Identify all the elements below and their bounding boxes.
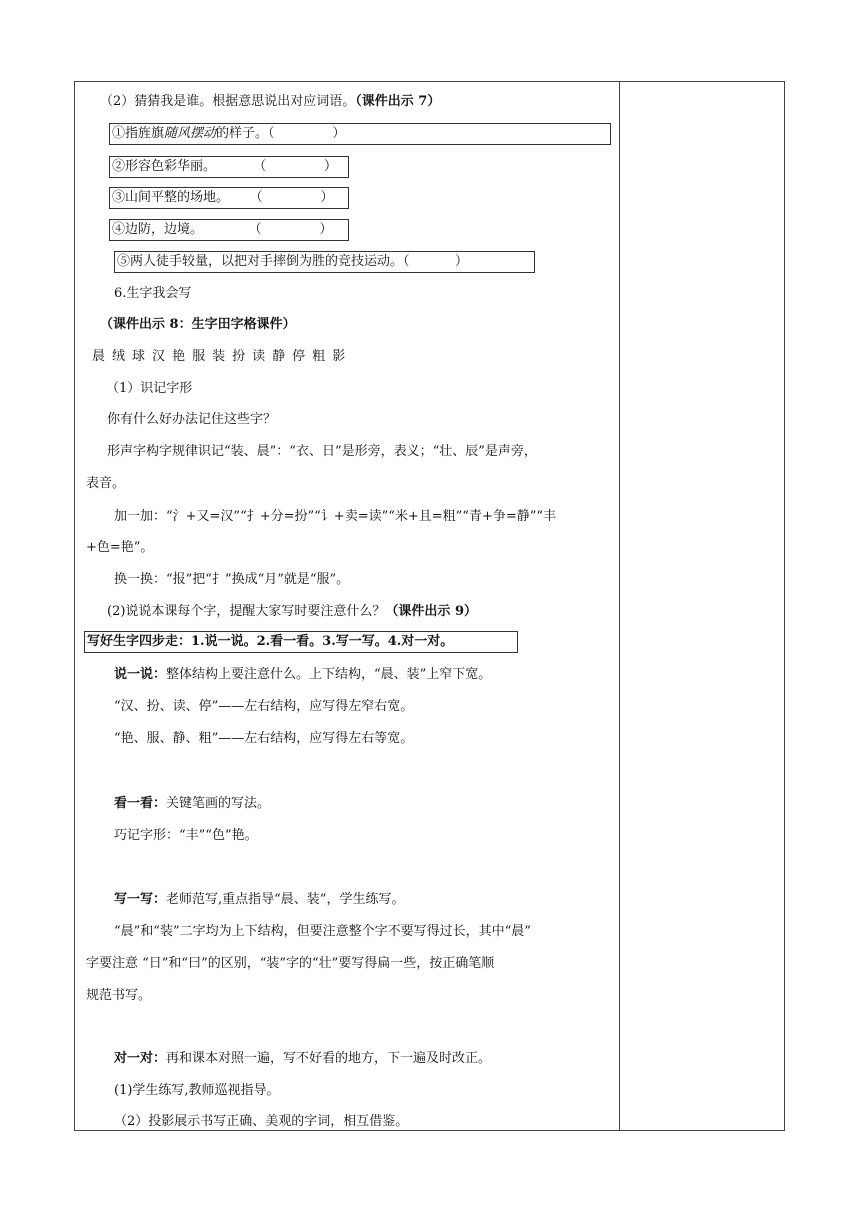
part-1-paragraph-b2: +色=艳”。 bbox=[86, 540, 154, 555]
say-step-b: “艳、服、静、粗”——左右结构，应写得左右等宽。 bbox=[114, 731, 414, 746]
box-4: ④边防，边境。 （ ） bbox=[109, 219, 349, 241]
char: 读 bbox=[252, 349, 266, 364]
char: 汉 bbox=[152, 349, 166, 364]
write-step-a2: 字要注意 “日”和“曰”的区别，“装”字的“壮”要写得扁一些，按正确笔顺 bbox=[86, 956, 495, 971]
box-5: ⑤两人徒手较量，以把对手摔倒为胜的竞技运动。（ ） bbox=[114, 251, 535, 273]
part-2-title: (2)说说本课每个字，提醒大家写时要注意什么？（课件出示 9） bbox=[107, 604, 477, 619]
four-steps-box: 写好生字四步走：1.说一说。2.看一看。3.写一写。4.对一对。 bbox=[84, 631, 518, 653]
char: 球 bbox=[132, 349, 146, 364]
section-6-courseware: （课件出示 8：生字田字格课件） bbox=[100, 317, 296, 332]
look-step-a: 巧记字形：“丰”“色”艳。 bbox=[114, 828, 258, 843]
part-1-paragraph-c: 换一换：“报”把“扌”换成“月”就是“服”。 bbox=[114, 572, 350, 587]
char: 绒 bbox=[112, 349, 126, 364]
part-1-paragraph-a2: 表音。 bbox=[86, 476, 126, 491]
char: 晨 bbox=[92, 349, 106, 364]
part-1-paragraph-b1: 加一加：“氵+又=汉”“扌+分=扮”“讠+卖=读”“米+且=粗”“青+争=静”“丰 bbox=[114, 509, 557, 524]
part-1-question: 你有什么好办法记住这些字？ bbox=[107, 412, 277, 427]
write-step: 写一写：老师范写,重点指导“晨、装”，学生练写。 bbox=[114, 892, 405, 907]
question-2: （2）猜猜我是谁。根据意思说出对应词语。（课件出示 7） bbox=[100, 94, 441, 109]
check-step-a: (1)学生练写,教师巡视指导。 bbox=[114, 1083, 280, 1098]
write-step-a1: “晨”和“装”二字均为上下结构，但要注意整个字不要写得过长，其中“晨” bbox=[114, 924, 531, 939]
char: 扮 bbox=[232, 349, 246, 364]
char: 粗 bbox=[312, 349, 326, 364]
part-1-paragraph-a1: 形声字构字规律识记“装、晨”：“衣、日”是形旁，表义；“壮、辰”是声旁， bbox=[107, 444, 537, 459]
char: 服 bbox=[192, 349, 206, 364]
write-step-a3: 规范书写。 bbox=[86, 988, 152, 1003]
say-step: 说一说：整体结构上要注意什么。上下结构，“晨、装”上窄下宽。 bbox=[114, 667, 492, 682]
char: 装 bbox=[212, 349, 226, 364]
part-1-title: （1）识记字形 bbox=[106, 381, 193, 396]
check-step: 对一对：再和课本对照一遍，写不好看的地方，下一遍及时改正。 bbox=[114, 1051, 492, 1066]
char: 静 bbox=[272, 349, 286, 364]
char: 艳 bbox=[172, 349, 186, 364]
box-3: ③山间平整的场地。 （ ） bbox=[109, 187, 349, 209]
section-6: 6.生字我会写 bbox=[114, 286, 192, 301]
char: 停 bbox=[292, 349, 306, 364]
look-step: 看一看：关键笔画的写法。 bbox=[114, 796, 271, 811]
check-step-b: （2）投影展示书写正确、美观的字词，相互借鉴。 bbox=[114, 1114, 409, 1129]
box-2: ②形容色彩华丽。 （ ） bbox=[109, 156, 349, 178]
character-list bbox=[92, 347, 352, 367]
box-1: ①指旌旗随风摆动的样子。（ ） bbox=[109, 123, 611, 145]
column-divider bbox=[619, 81, 620, 1131]
char: 影 bbox=[332, 349, 346, 364]
say-step-a: “汉、扮、读、停”——左右结构，应写得左窄右宽。 bbox=[114, 699, 414, 714]
